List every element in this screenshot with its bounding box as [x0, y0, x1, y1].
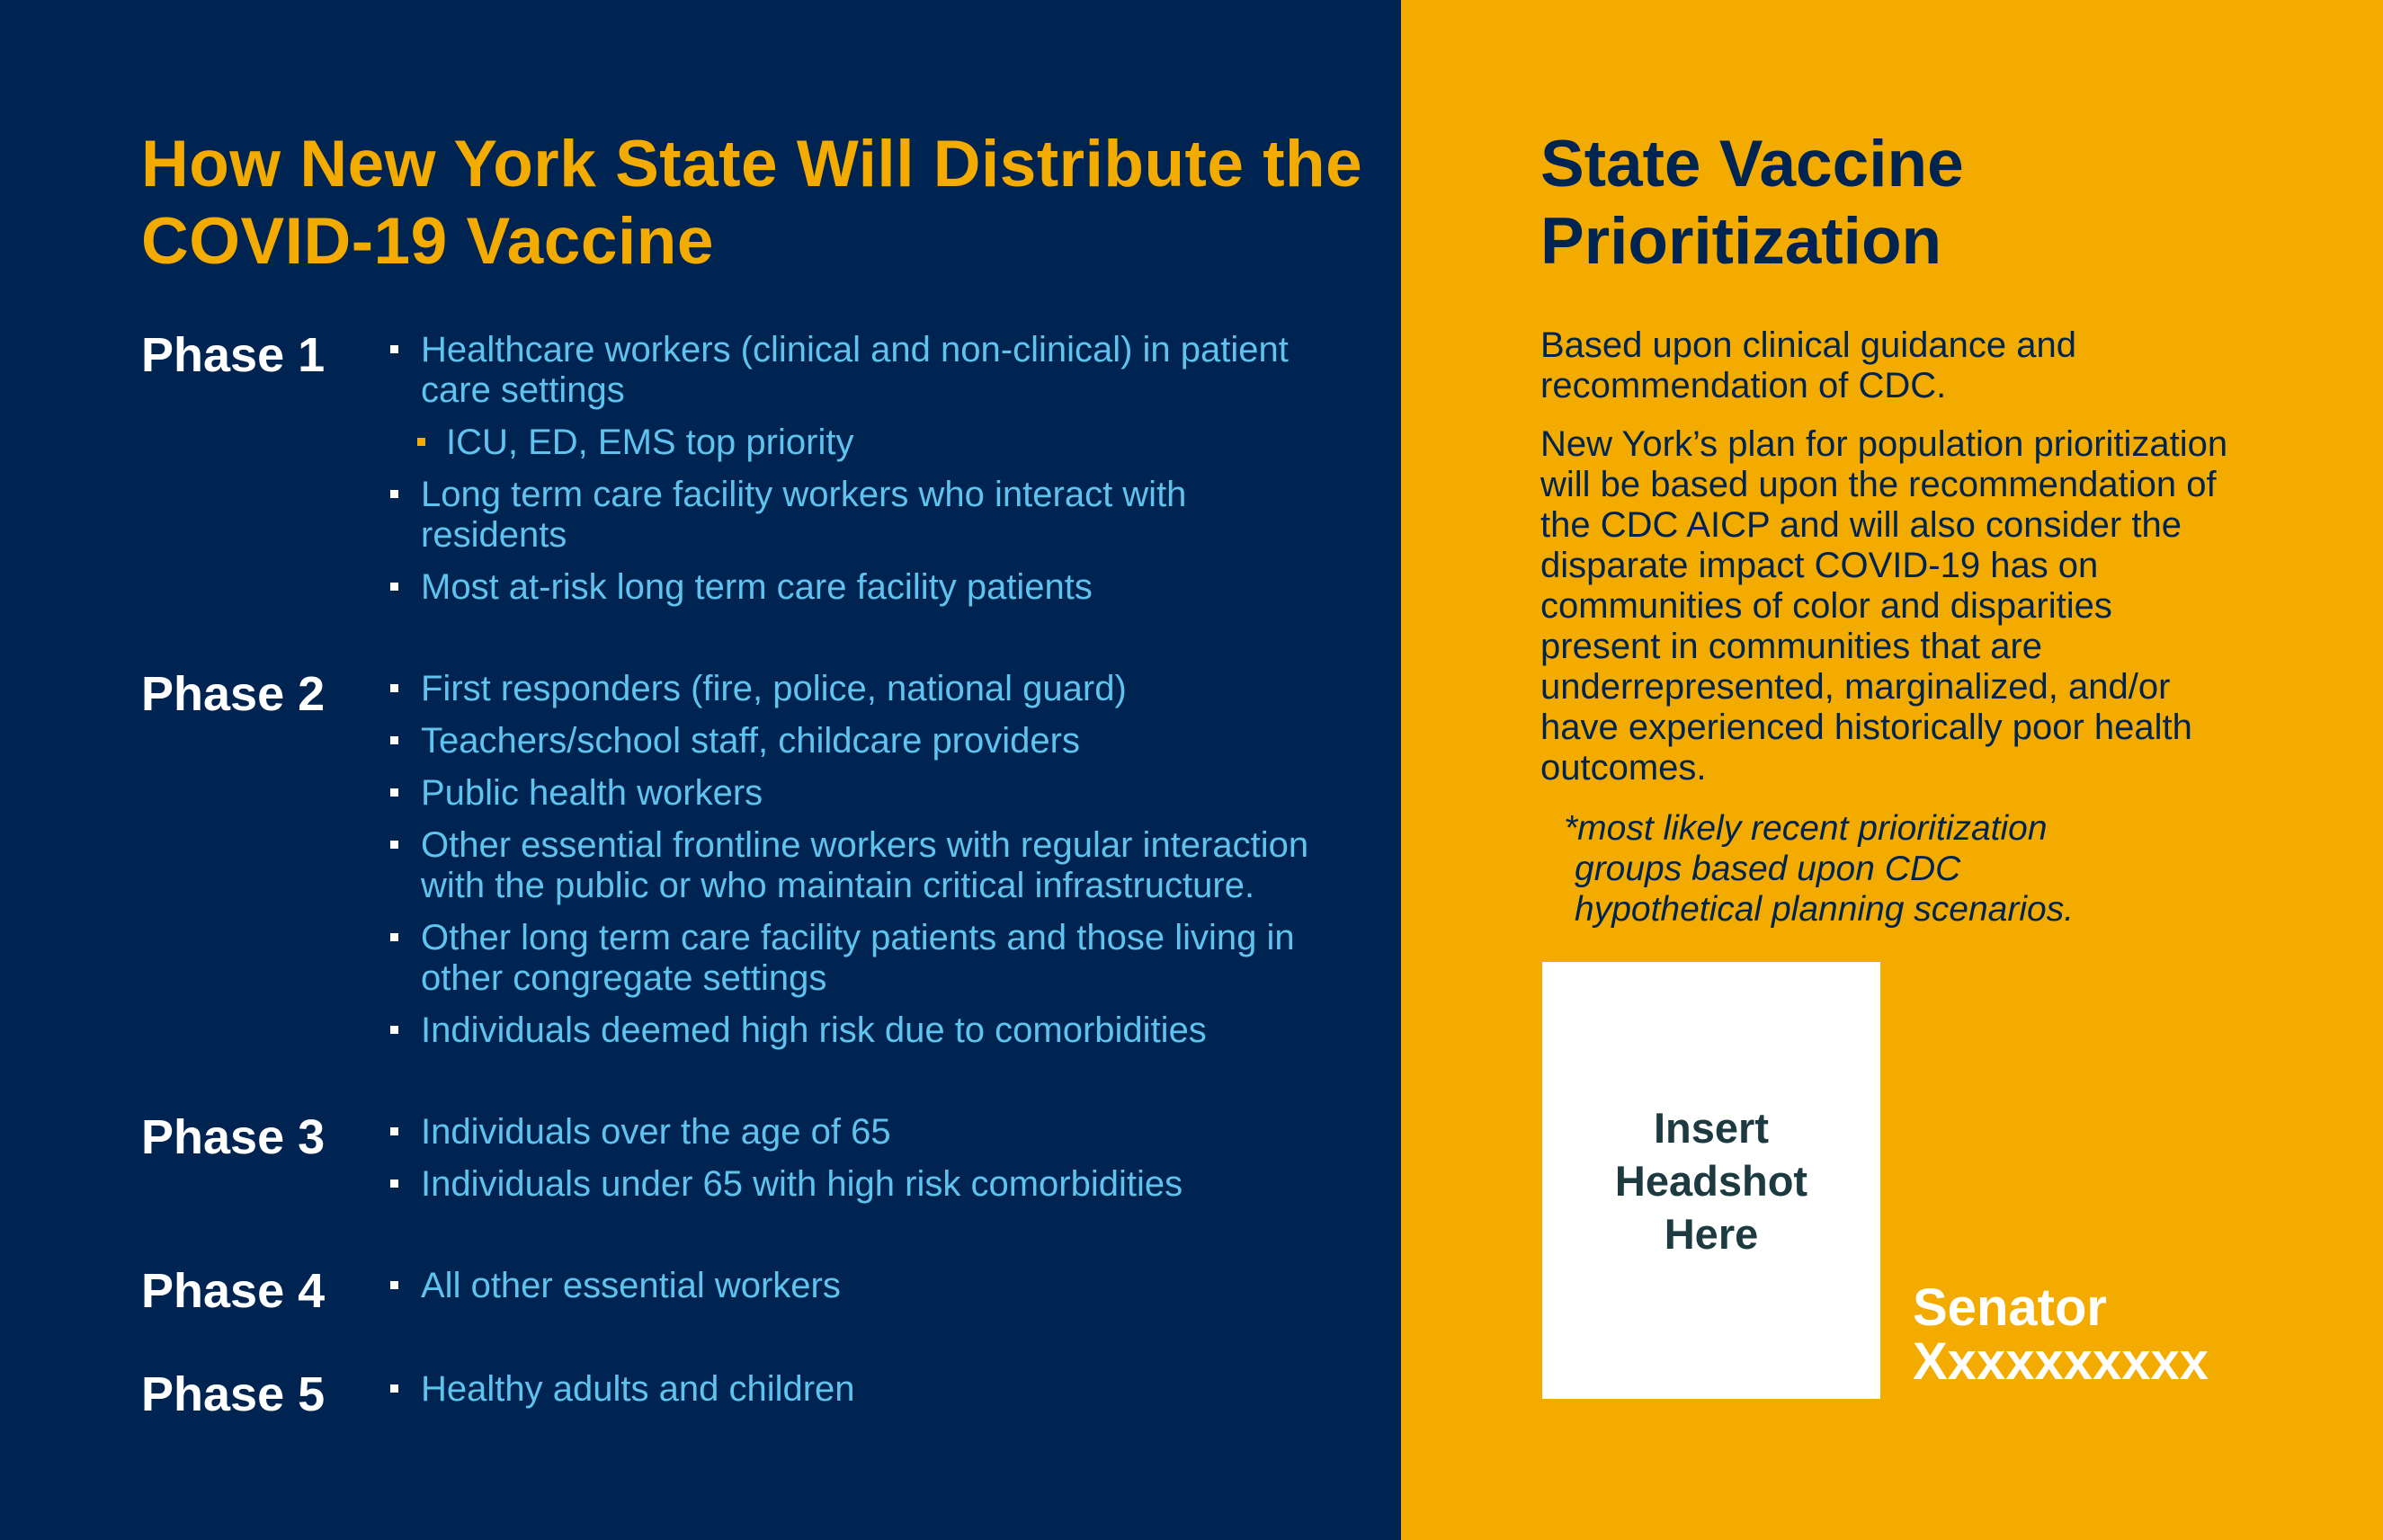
phase-label: Phase 3 [141, 1110, 326, 1164]
phase-label: Phase 4 [141, 1264, 326, 1318]
footnote: *most likely recent prioritization groups based upon CDC hypothetical planning scenarios. [1564, 809, 2075, 929]
phase-4 [141, 1266, 1401, 1320]
headshot-placeholder-text: Insert Headshot Here [1614, 1103, 1808, 1258]
distribution-title: How New York State Will Distribute the COVID-19 Vaccine [141, 128, 1363, 278]
senator-signature [1913, 1278, 2209, 1391]
phase-items [388, 330, 1342, 619]
phase-item: Other long term care facility patients and those living in other congregate settings [388, 918, 1342, 999]
phase-items [388, 1266, 1342, 1320]
senator-name: Xxxxxxxxxx [1913, 1332, 2209, 1391]
guidance-paragraph: Based upon clinical guidance and recommendation of CDC. [1540, 325, 2076, 405]
phase-1 [141, 330, 1401, 619]
plan-paragraph: New York’s plan for population prioritization will be based upon the recommendation of the CDC AICP and will also consider the disparate impact COVID-19 has on communities of color and disparities present in communities that are underrepresented, marginalized, and/or have experienced historically poor health outcomes. [1540, 424, 2228, 788]
phase-item: Other essential frontline workers with regular interaction with the public or who maintain critical infrastructure. [388, 825, 1342, 906]
phase-item: Healthcare workers (clinical and non-clinical) in patient care settings [388, 330, 1342, 411]
phase-items [388, 669, 1342, 1063]
phase-item: First responders (fire, police, national guard) [388, 669, 1342, 709]
phase-item: Teachers/school staff, childcare providers [388, 721, 1342, 761]
phase-5 [141, 1369, 1401, 1423]
phase-item: Healthy adults and children [388, 1369, 1342, 1410]
prioritization-title: State Vaccine Prioritization [1540, 128, 1964, 278]
phase-label: Phase 5 [141, 1367, 326, 1421]
phase-3 [141, 1112, 1401, 1216]
phase-item: Long term care facility workers who interact with residents [388, 475, 1342, 556]
senator-title: Senator [1913, 1278, 2107, 1337]
phase-label: Phase 2 [141, 667, 326, 721]
phase-label: Phase 1 [141, 328, 326, 382]
phase-items [388, 1369, 1342, 1423]
phase-items [388, 1112, 1342, 1216]
phase-item: All other essential workers [388, 1266, 1342, 1306]
phase-item: Individuals over the age of 65 [388, 1112, 1342, 1153]
phase-sub-item: ICU, ED, EMS top priority [388, 423, 1342, 463]
phase-item: Most at-risk long term care facility patients [388, 567, 1342, 608]
phase-item: Individuals deemed high risk due to comorbidities [388, 1010, 1342, 1051]
phase-item: Public health workers [388, 773, 1342, 814]
phase-item: Individuals under 65 with high risk comorbidities [388, 1164, 1342, 1205]
headshot-placeholder [1542, 962, 1880, 1399]
phase-2 [141, 669, 1401, 1063]
